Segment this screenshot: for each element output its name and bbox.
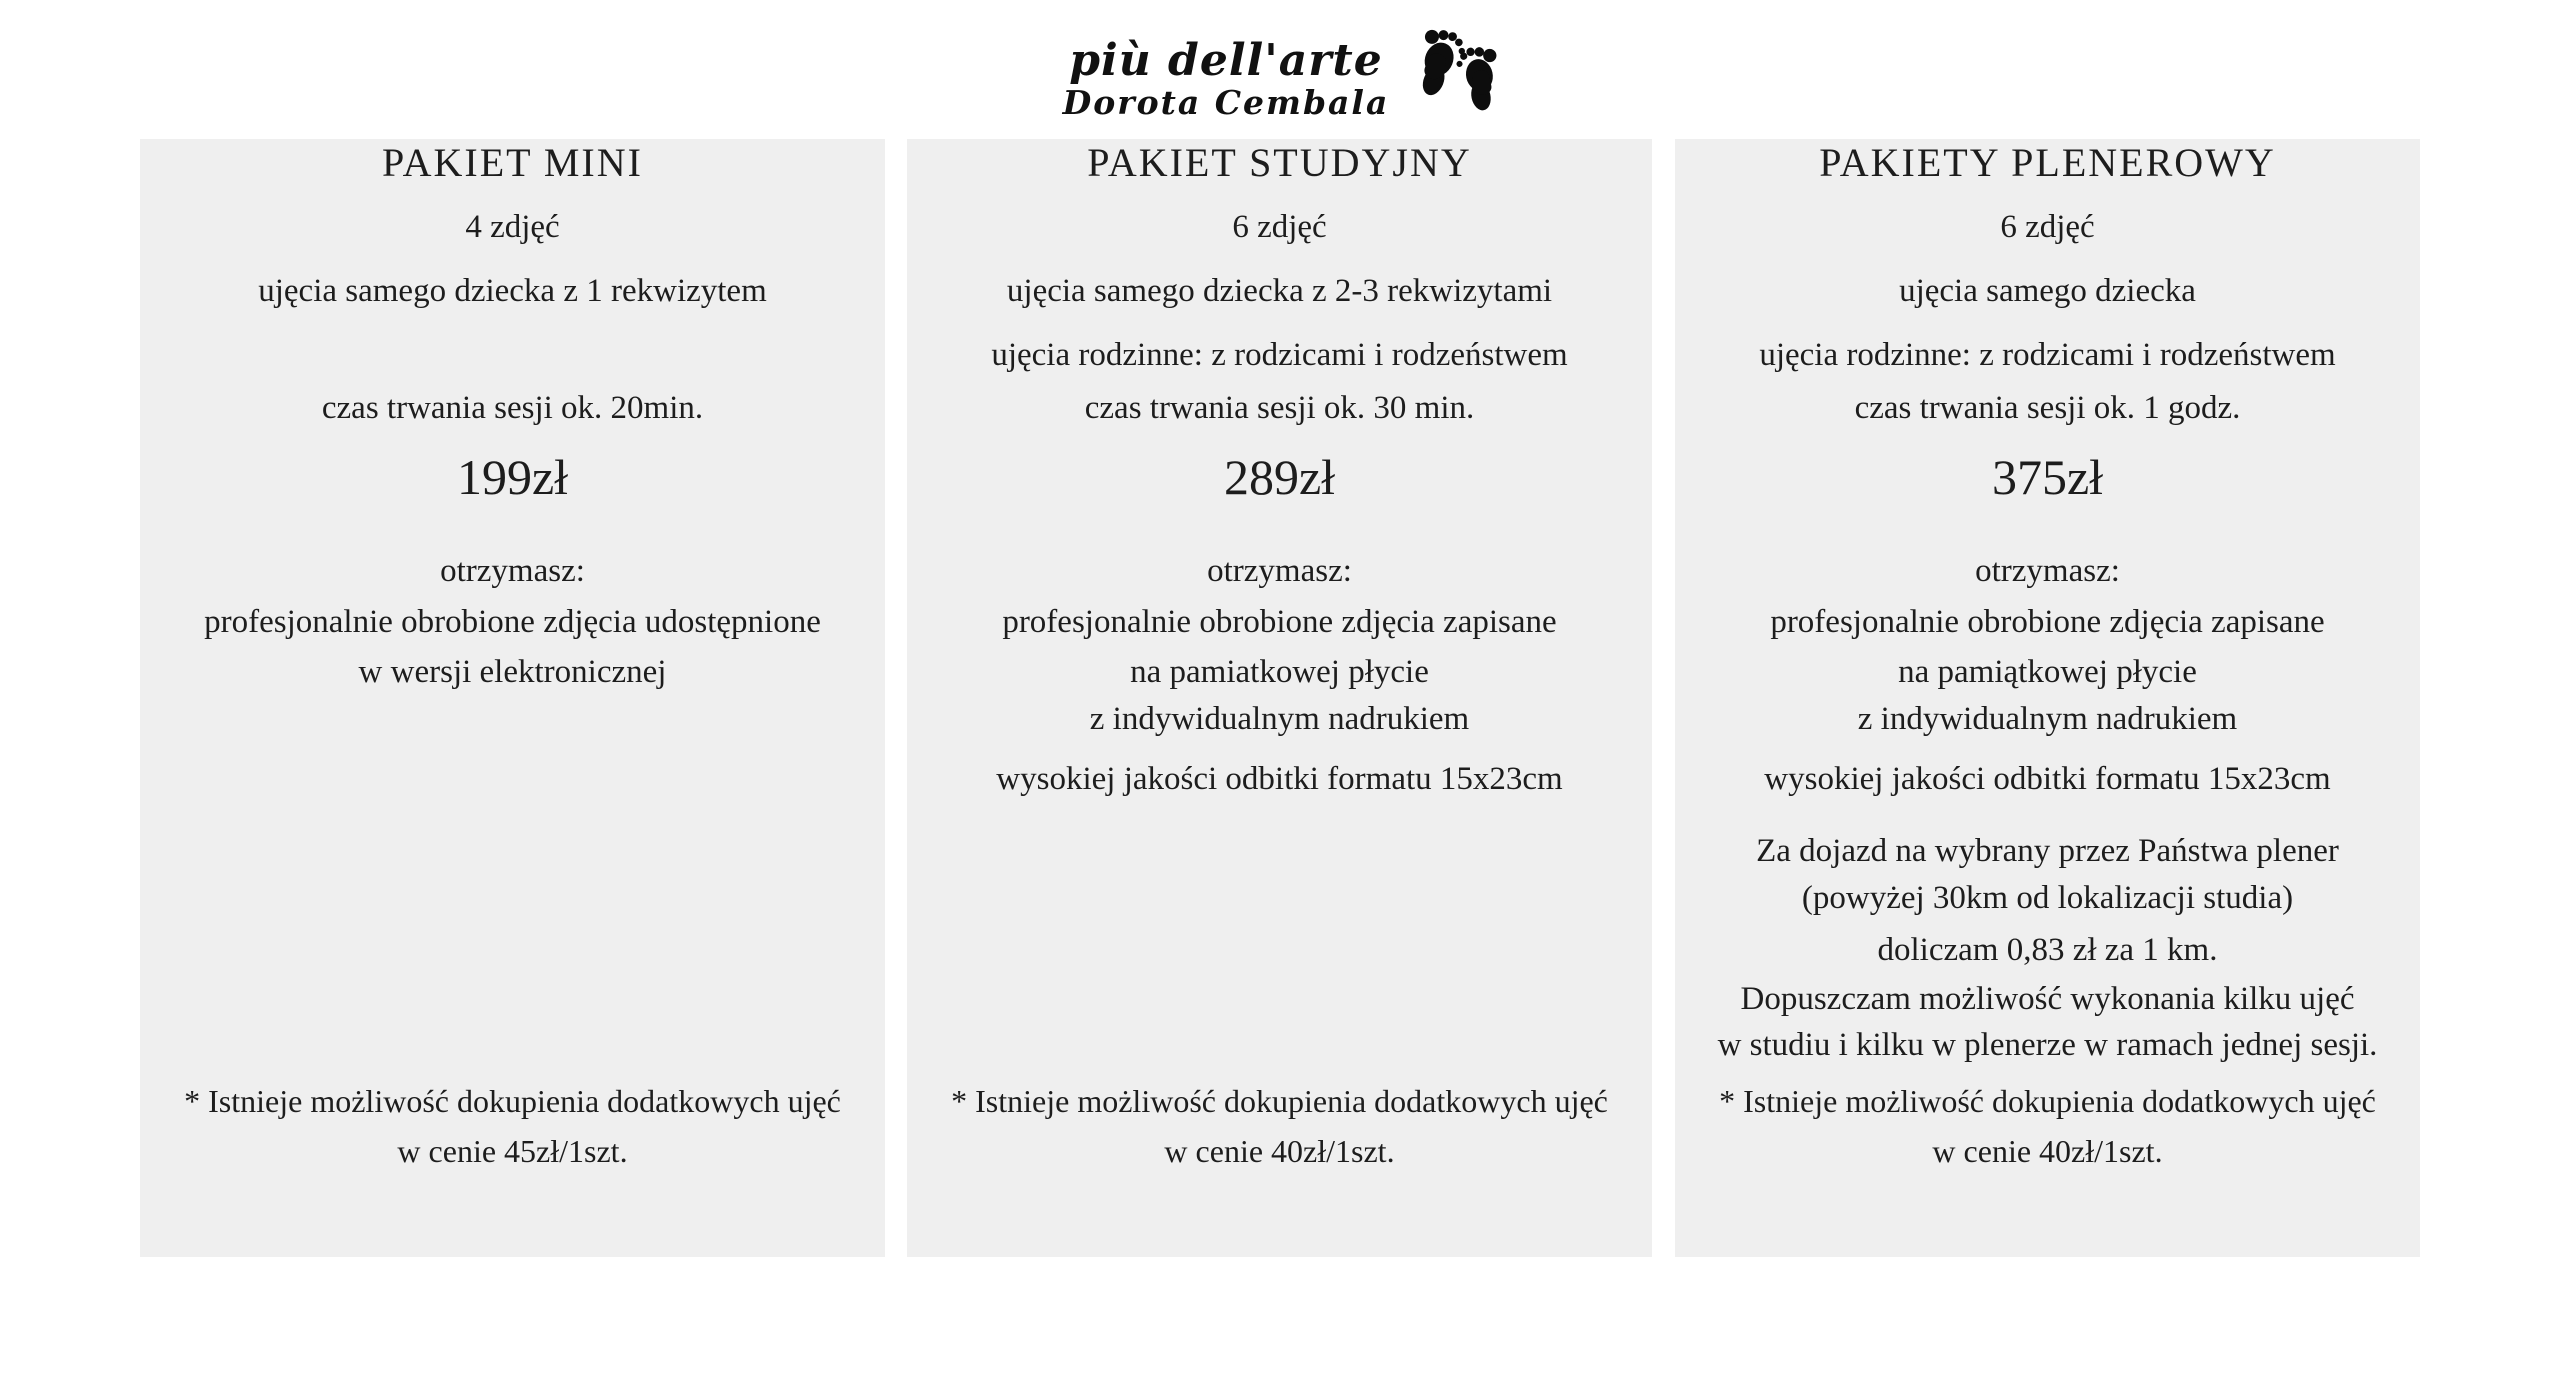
note-line: * Istnieje możliwość dokupienia dodatkowych ujęć	[184, 1083, 841, 1119]
receive-line: profesjonalnie obrobione zdjęcia zapisane	[1002, 604, 1557, 640]
extra-line: (powyżej 30km od lokalizacji studia)	[1801, 880, 2294, 916]
feature-line: ujęcia rodzinne: z rodzicami i rodzeństwem	[1759, 337, 2336, 373]
logo-text	[1052, 8, 1400, 122]
receive-line: na pamiątkowej płycie	[1898, 654, 2197, 690]
note-line: * Istnieje możliwość dokupienia dodatkowych ujęć	[1719, 1083, 2376, 1119]
note-line: w cenie 40zł/1szt.	[1932, 1133, 2163, 1169]
pricing-card-plener	[1675, 139, 2420, 1257]
photo-count: 6 zdjęć	[2000, 209, 2095, 245]
pricing-card-studio	[907, 139, 1652, 1257]
receive-line: z indywidualnym nadrukiem	[1857, 701, 2238, 737]
receive-line: profesjonalnie obrobione zdjęcia udostępnione	[204, 604, 821, 640]
session-duration: czas trwania sesji ok. 30 min.	[1084, 390, 1475, 426]
session-duration: czas trwania sesji ok. 1 godz.	[1854, 390, 2241, 426]
receive-line: w wersji elektronicznej	[358, 654, 667, 690]
receive-line: wysokiej jakości odbitki formatu 15x23cm	[1764, 761, 2331, 797]
package-title: PAKIETY PLENEROWY	[1819, 140, 2276, 185]
photo-count: 6 zdjęć	[1232, 209, 1327, 245]
price: 375zł	[1991, 449, 2104, 505]
package-title: PAKIET MINI	[382, 140, 643, 185]
receive-line: wysokiej jakości odbitki formatu 15x23cm	[996, 761, 1563, 797]
feature-line: ujęcia samego dziecka	[1899, 273, 2196, 309]
receive-line: z indywidualnym nadrukiem	[1089, 701, 1470, 737]
feature-line: ujęcia samego dziecka z 2-3 rekwizytami	[1006, 273, 1553, 309]
receive-label: otrzymasz:	[440, 553, 585, 589]
note-line: * Istnieje możliwość dokupienia dodatkowych ujęć	[951, 1083, 1608, 1119]
receive-line: profesjonalnie obrobione zdjęcia zapisane	[1770, 604, 2325, 640]
extra-line: w studiu i kilku w plenerze w ramach jednej sesji.	[1717, 1027, 2378, 1063]
price: 199zł	[456, 449, 569, 505]
package-title: PAKIET STUDYJNY	[1087, 140, 1472, 185]
extra-line: doliczam 0,83 zł za 1 km.	[1877, 932, 2218, 968]
extra-line: Za dojazd na wybrany przez Państwa plener	[1756, 833, 2339, 869]
photo-count: 4 zdjęć	[465, 209, 560, 245]
extra-line: Dopuszczam możliwość wykonania kilku ujęć	[1740, 981, 2355, 1017]
receive-line: na pamiatkowej płycie	[1130, 654, 1429, 690]
pricing-card-mini	[140, 139, 885, 1257]
session-duration: czas trwania sesji ok. 20min.	[321, 390, 704, 426]
receive-label: otrzymasz:	[1975, 553, 2120, 589]
feature-line: ujęcia samego dziecka z 1 rekwizytem	[258, 273, 767, 309]
note-line: w cenie 45zł/1szt.	[397, 1133, 628, 1169]
baby-footprints-icon	[1404, 8, 1512, 120]
receive-label: otrzymasz:	[1207, 553, 1352, 589]
price: 289zł	[1223, 449, 1336, 505]
owner-name: Dorota Cembala	[1062, 83, 1390, 122]
note-line: w cenie 40zł/1szt.	[1164, 1133, 1395, 1169]
brand-name: più dell'arte	[1069, 35, 1383, 86]
logo	[1052, 8, 1512, 122]
feature-line: ujęcia rodzinne: z rodzicami i rodzeństwem	[991, 337, 1568, 373]
